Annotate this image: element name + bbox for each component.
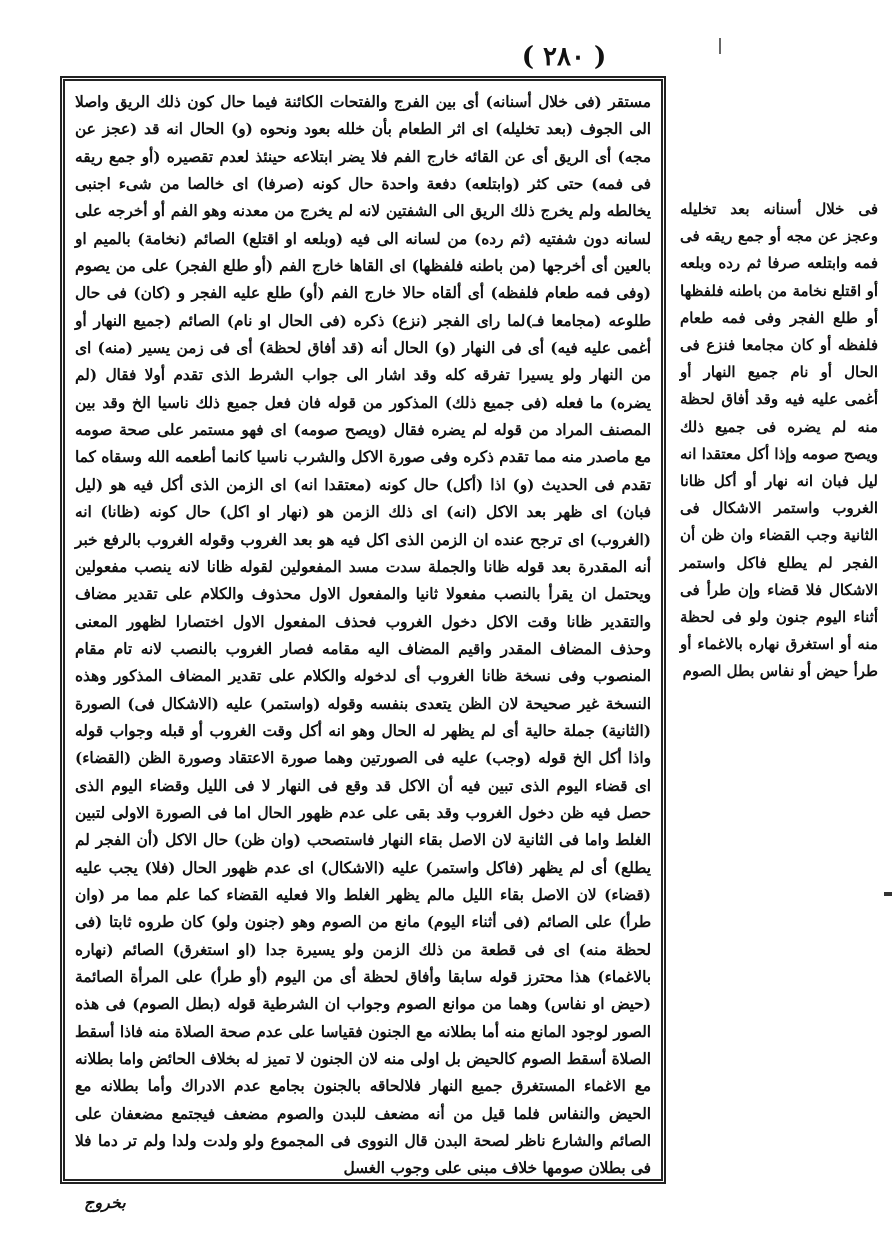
catchword: بخروج (84, 1193, 126, 1212)
commentary-frame (60, 76, 666, 1184)
page-number: ( ٢٨٠ ) (521, 42, 607, 72)
ink-mark (719, 38, 721, 54)
edge-mark (884, 892, 892, 896)
commentary-text: مستقر (فى خلال أسنانه) أى بين الفرج والفتحات الكائنة فيما حال كون ذلك الريق واصلا الى الجوف (بعد تخليله) اى اثر الطعام بأن خلله بعود ونحوه (و) الحال انه قد (عجز عن مجه) أى الريق أى عن القائه خارج الفم فلا يضر ابتلاعه حينئذ لعدم تقصيره (أو جمع ريقه فى فمه) حتى كثر (وابتلعه) دفعة واحدة حال كونه (صرفا) اى خالصا من شىء اجنبى يخالطه ولم يخرج ذلك الريق الى الشفتين لانه لم يخرج من معدنه وهو الفم أو أخرجه على لسانه دون شفتيه (ثم رده) من لسانه الى فيه (وبلعه او اقتلع) الصائم (نخامة) بالميم او بالعين أى أخرجها (من باطنه فلفظها) اى القاها خارج الفم (أو طلع الفجر) على من يصوم (وفى فمه طعام فلفظه) أى ألقاه حالا خارج الفم (أو) طلع عليه الفجر و (كان) فى حال طلوعه (مجامعا فـ)لما راى الفجر (نزع) ذكره (فى الحال او نام) الصائم (جميع النهار أو أغمى عليه فيه) أى فى النهار (و) الحال أنه (قد أفاق لحظة) أى فى زمن يسير (منه) اى من النهار ولو يسيرا تفرقه كله وقد اشار الى جواب الشرط الذى تقدم أولا فقال (لم يضره) ما فعله (فى جميع ذلك) المذكور من قوله فان فعل جميع ذلك ناسيا الخ وقد بين المصنف المراد من قوله لم يضره فقال (ويصح صومه) اى فهو مستمر على صحة صومه مع ماصدر منه مما تقدم ذكره وفى صورة الاكل والشرب ناسيا كانما أطعمه الله وسقاه كما تقدم فى الحديث (و) اذا (أكل) حال كونه (معتقدا انه) اى الزمن الذى أكل فيه هو (ليل فبان) اى ظهر بعد الاكل (انه) اى ذلك الزمن هو (نهار او اكل) حال كونه (ظانا) انه (الغروب) اى ترجح عنده ان الزمن الذى اكل فيه هو بعد الغروب وقوله الغروب بالرفع خبر أنه المقدرة بعد قوله ظانا والجملة سدت مسد المفعولين لقوله ظانا لانه ينصب مفعولين ويحتمل ان يقرأ بالنصب مفعولا ثانيا والمفعول الاول محذوف والكلام على تقدير مضاف والتقدير ظانا وقت الاكل دخول الغروب فحذف المفعول الاول اختصارا لظهور المعنى وحذف المضاف المقدر واقيم المضاف اليه مقامه فصار الغروب بالنصب لانه تام مقام المنصوب وفى نسخة ظانا الغروب أى لدخوله والكلام على تقدير المضاف المذكور وهذه النسخة غير صحيحة لان الظن يتعدى بنفسه وقوله (واستمر) عليه (الاشكال فى) الصورة (الثانية) جملة حالية أى لم يظهر له الحال وهو انه أكل وقت الغروب أو قبله وجواب قوله واذا أكل الخ قوله (وجب) عليه فى الصورتين وهما صورة الاعتقاد وصورة الظن (القضاء) اى قضاء اليوم الذى تبين فيه أن الاكل قد وقع فى النهار لا فى الليل وقضاء اليوم الذى حصل فيه ظن دخول الغروب وقد بقى على عدم ظهور الحال اما فى الصورة الاولى لتبين الغلط واما فى الثانية لان الاصل بقاء النهار فاستصحب (وان ظن) حال الاكل (أن الفجر لم يطلع) أى لم يظهر (فاكل واستمر) عليه (الاشكال) اى عدم ظهور الحال (فلا) يجب عليه (قضاء) لان الاصل بقاء الليل مالم يظهر الغلط والا فعليه القضاء كما علم مما مر (وان طرأ) على الصائم (فى أثناء اليوم) مانع من الصوم وهو (جنون ولو) كان طروه ثابتا (فى لحظة منه) اى فى قطعة من ذلك الزمن ولو يسيرة جدا (او استغرق) الصائم (نهاره بالاغماء) هذا محترز قوله سابقا وأفاق لحظة أى من اليوم (أو طرأ) على المرأة الصائمة (حيض او نفاس) وهما من موانع الصوم وجواب ان الشرطية قوله (بطل الصوم) فى هذه الصور لوجود المانع منه أما بطلانه مع الجنون فقياسا على عدم صحة الصلاة منه فاذا أسقط الصلاة أسقط الصوم كالحيض بل اولى منه لان الجنون لا تميز له بخلاف الحائض واما بطلانه مع الاغماء المستغرق جميع النهار فلالحاقه بالجنون بجامع عدم الادراك وأما بطلانه مع الحيض والنفاس فلما قيل من أنه مضعف للبدن والصوم مضعف فيجتمع مضعفان على الصائم والشارع ناظر لصحة البدن قال النووى فى المجموع ولو ولدت ولدا ولم تر دما فلا فى بطلان صومها خلاف مبنى على وجوب الغسل (75, 93, 651, 1178)
margin-matn-text: فى خلال أسنانه بعد تخليله وعجز عن مجه أو جمع ريقه فى فمه وابتلعه صرفا ثم رده وبلعه أو اقتلع نخامة من باطنه فلفظها أو طلع الفجر وفى فمه طعام فلفظه أو كان مجامعا فنزع فى الحال أو نام جميع النهار أو أغمى عليه فيه وقد أفاق لحظة منه لم يضره فى جميع ذلك ويصح صومه وإذا أكل معتقدا انه ليل فبان انه نهار أو أكل ظانا الغروب واستمر الاشكال فى الثانية وجب القضاء وان ظن أن الفجر لم يطلع فاكل واستمر الاشكال فلا قضاء وإن طرأ فى أثناء اليوم جنون ولو فى لحظة منه أو استغرق نهاره بالاغماء أو طرأ حيض أو نفاس بطل الصوم (680, 200, 878, 681)
